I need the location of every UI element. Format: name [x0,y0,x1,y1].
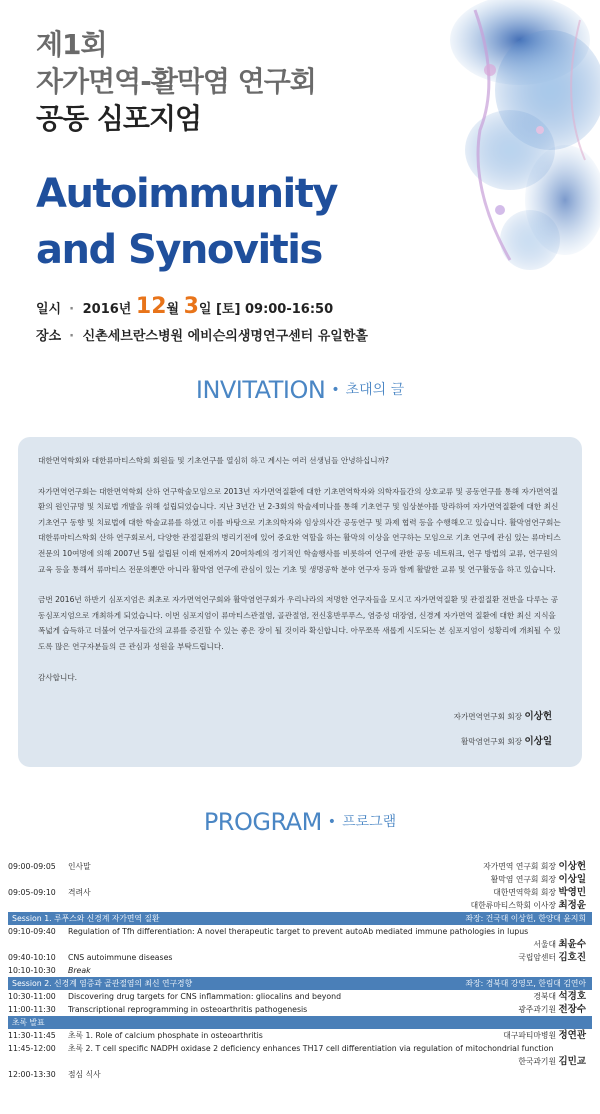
program-row [8,1003,592,1016]
speaker-name: 박영민 [558,887,586,898]
program-row [8,951,592,964]
speaker-name: 전장수 [558,1004,586,1015]
title-line-1: 제1회 [36,28,107,61]
signature-name: 이상일 [524,736,552,747]
program-speaker [493,886,586,899]
program-time: 09:05-09:10 [8,888,56,897]
speaker-name: 최정윤 [558,900,586,911]
program-speaker [503,1029,586,1042]
program-speaker [518,1003,586,1016]
program-title: 점심 식사 [68,1070,101,1079]
program-row [8,1055,592,1068]
date-row: 일시 · 2016년 12월 3일 [토] 09:00-16:50 [36,294,334,319]
speaker-affiliation: 자가면역 연구회 회장 [483,862,556,871]
invitation-heading-en: INVITATION [195,376,326,404]
program-heading: PROGRAM • 프로그램 [203,808,397,836]
speaker-affiliation: 대한면역학회 회장 [493,888,556,897]
program-row [8,899,592,912]
program-time: 09:40-10:10 [8,953,56,962]
program-speaker [471,899,586,912]
program-speaker [518,1055,586,1068]
program-title: 격려사 [68,888,91,897]
program-title: Break [68,966,91,975]
speaker-name: 최윤수 [558,939,586,950]
invitation-paragraph: 감사합니다. [38,672,78,682]
program-title: Discovering drug targets for CNS inflammation: gliocalins and beyond [68,992,342,1001]
program-time: 09:00-09:05 [8,862,56,871]
speaker-affiliation: 대구파티마병원 [503,1031,556,1040]
program-row [8,964,592,977]
session-chair: 좌장: 경북대 강영모, 한림대 김연아 [465,979,586,988]
signature-role: 활막염연구회 회장 [460,737,523,746]
speaker-affiliation: 대한류마티스학회 이사장 [470,901,556,910]
date-month-suffix: 월 [166,302,180,317]
speaker-name: 석경호 [558,991,586,1002]
program-row [8,873,592,886]
place-row: 장소 · 신촌세브란스병원 에비슨의생명연구센터 유일한홀 [36,329,368,344]
event-info [36,292,368,352]
program-heading-en: PROGRAM [203,808,322,836]
session-title: Session 1. 루푸스와 신경계 자가면역 질환 [12,914,160,923]
speaker-name: 이상헌 [558,861,586,872]
program-speaker [518,951,586,964]
english-title-line-2: and Synovitis [36,227,322,273]
session-bar [8,1016,592,1029]
english-title-line-1: Autoimmunity [36,171,337,217]
speaker-affiliation: 국립암센터 [518,953,556,962]
invitation-paragraph: 대한면역학회와 대한류마티스학회 회원들 및 기초연구를 열심히 하고 계시는 여러 선생님들 안녕하십니까? [38,456,389,465]
program-title: 초록 1. Role of calcium phosphate in osteoarthritis [68,1031,263,1040]
program-speaker [533,938,586,951]
program-heading-ko: 프로그램 [342,814,397,830]
korean-title [36,26,456,137]
program-time: 12:00-13:30 [8,1070,56,1079]
program-row [8,1068,592,1081]
program-row [8,925,592,938]
invitation-heading: INVITATION • 초대의 글 [195,376,405,404]
session-bar [8,977,592,990]
session-title: 초록 발표 [12,1018,45,1027]
program-row [8,1042,592,1055]
session-title: Session 2. 신경계 염증과 골관절염의 최신 연구경향 [12,979,193,988]
program-time: 11:45-12:00 [8,1044,56,1053]
program-title: Regulation of Tfh differentiation: A novel therapeutic target to prevent autoAb mediated immune pathologies in lupus [68,927,529,936]
program-row [8,938,592,951]
program-title: Transcriptional reprogramming in osteoarthritis pathogenesis [68,1005,308,1014]
date-day: 3 [183,294,199,319]
date-label: 일시 [36,302,62,317]
program-table [8,860,592,1081]
program-row [8,860,592,873]
program-time: 11:00-11:30 [8,1005,56,1014]
speaker-name: 김호진 [558,952,586,963]
place-label: 장소 [36,329,62,344]
invitation-paragraph: 금번 2016년 하반기 심포지엄은 최초로 자가면역연구회와 활막염연구회가 우리나라의 저명한 연구자들을 모시고 자가면역질환 및 관절질환 전반을 다루는 공동심포지엄으로 개최하게 되었습니다. 이번 심포지엄이 류마티스관절염, 골관절염, 전신홍반루푸스, 염증성 대장염, 신경계 자가면역 질환에 대한 최신 지식을 폭넓게 습득하고 더불어 연구자들간의 교류를 증진할 수 있는 좋은 장이 될 것이라 확신합니다. 아무쪼록 새롭게 시도되는 본 심포지엄이 성황리에 개최될 수 있도록 많은 연구자분들의 큰 관심과 성원을 부탁드립니다. [38,595,561,651]
speaker-affiliation: 활막염 연구회 회장 [490,875,556,884]
signature-name: 이상헌 [524,711,552,722]
program-time: 09:10-09:40 [8,927,56,936]
session-bar [8,912,592,925]
program-title: CNS autoimmune diseases [68,953,173,962]
signature-role: 자가면역연구회 회장 [453,712,523,721]
speaker-name: 정연관 [558,1030,586,1041]
speaker-name: 이상일 [558,874,586,885]
speaker-affiliation: 경북대 [533,992,556,1001]
program-title: 초록 2. T cell specific NADPH oxidase 2 deficiency enhances TH17 cell differentiation via regulation of mitochondrial function [68,1044,554,1053]
signature-1 [454,709,552,725]
program-title: 인사말 [68,862,91,871]
title-line-3: 공동 심포지엄 [36,102,202,135]
speaker-affiliation: 한국과기원 [518,1057,556,1066]
place-value: 신촌세브란스병원 에비슨의생명연구센터 유일한홀 [82,329,368,344]
session-chair: 좌장: 건국대 이상헌, 한양대 윤지희 [465,914,586,923]
speaker-affiliation: 광주과기원 [518,1005,556,1014]
speaker-affiliation: 서울대 [533,940,556,949]
program-speaker [533,990,586,1003]
english-title [36,166,337,278]
invitation-heading-ko: 초대의 글 [345,382,405,398]
speaker-name: 김민교 [558,1056,586,1067]
program-row [8,886,592,899]
program-row [8,990,592,1003]
program-speaker [491,873,586,886]
program-time: 11:30-11:45 [8,1031,56,1040]
program-time: 10:10-10:30 [8,966,56,975]
date-month: 12 [135,294,167,319]
program-speaker [483,860,586,873]
signature-2 [461,734,552,750]
program-row [8,1029,592,1042]
date-day-suffix: 일 [토] 09:00-16:50 [198,302,334,317]
title-line-2: 자가면역-활막염 연구회 [36,65,316,98]
program-time: 10:30-11:00 [8,992,56,1001]
invitation-box [18,437,582,767]
date-prefix: 2016년 [82,302,132,317]
invitation-paragraph: 자가면역연구회는 대한면역학회 산하 연구학술모임으로 2013년 자가면역질환에 대한 기초면역학자와 의학자들간의 상호교류 및 공동연구를 통해 자가면역질환의 원인규명 및 치료법 개발을 위해 설립되었습니다. 지난 3년간 년 2-3회의 학술세미나를 통해 기초연구 및 임상분야를 망라하여 자가면역질환에 대한 최신 기초연구 동향 및 치료법에 대한 학술교류를 하였고 이를 바탕으로 기초의학자와 임상의사간 공동연구 및 과제 협력 등을 수행해오고 있습니다. 활막염연구회는 대한류마티스학회 산하 연구회로서, 다양한 관절질환의 병리기전에 있어 중요한 역할을 하는 활막의 이상을 연구하는 모임으로 기초 연구에 관심 있는 류마티스 전문의 10여명에 의해 2007년 5월 설립된 이래 현재까지 20여차례의 정기적인 학술행사를 비롯하여 연구에 관한 공동 네트워크, 연구 방법의 교류, 연구원의 교육 등을 통해서 류마티스 전문의뿐만 아니라 활막염 연구에 관심이 있는 기초 및 생명공학 분야 연구자 등과 함께 활발한 교류 및 연구활동을 하고 있습니다. [38,486,561,574]
